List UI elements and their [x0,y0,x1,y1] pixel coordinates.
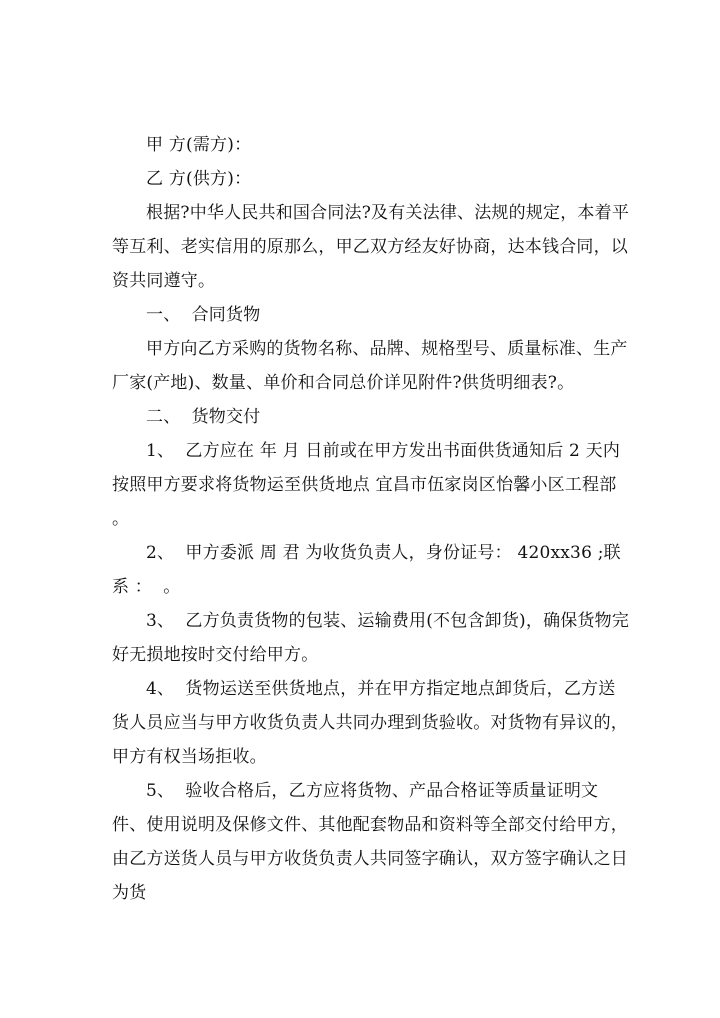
paragraph-delivery-1: 1、 乙方应在 年 月 日前或在甲方发出书面供货通知后 2 天内按照甲方要求将货物运至供货地点 宜昌市伍家岗区怡馨小区工程部 。 [112,441,623,529]
paragraph-delivery-5: 5、 验收合格后，乙方应将货物、产品合格证等质量证明文件、使用说明及保修文件、其他配套物品和资料等全部交付给甲方，由乙方送货人员与甲方收货负责人共同签字确认，双方签字确认之日为货 [112,781,628,903]
paragraph-delivery-4: 4、 货物运送至供货地点，并在甲方指定地点卸货后，乙方送货人员应当与甲方收货负责人共同办理到货验收。对货物有异议的，甲方有权当场拒收。 [112,679,628,767]
paragraph-goods-detail: 甲方向乙方采购的货物名称、品牌、规格型号、质量标准、生产厂家(产地)、数量、单价和合同总价详见附件?供货明细表?。 [112,339,628,393]
paragraph-party-b: 乙 方(供方)： [146,169,252,189]
contract-text [112,128,632,910]
paragraph-delivery-3: 3、 乙方负责货物的包装、运输费用(不包含卸货)，确保货物完好无损地按时交付给甲方。 [112,611,630,665]
paragraph-preamble: 根据?中华人民共和国合同法?及有关法律、法规的规定，本着平等互利、老实信用的原那么，甲乙双方经友好协商，达本钱合同，以资共同遵守。 [112,203,630,291]
heading-contract-goods: 一、 合同货物 [146,305,261,325]
paragraph-delivery-2: 2、 甲方委派 周 君 为收货负责人，身份证号： 420xx36 ;联系 ： 。 [112,543,621,597]
heading-goods-delivery: 二、 货物交付 [146,407,261,427]
paragraph-party-a: 甲 方(需方)： [146,135,252,155]
